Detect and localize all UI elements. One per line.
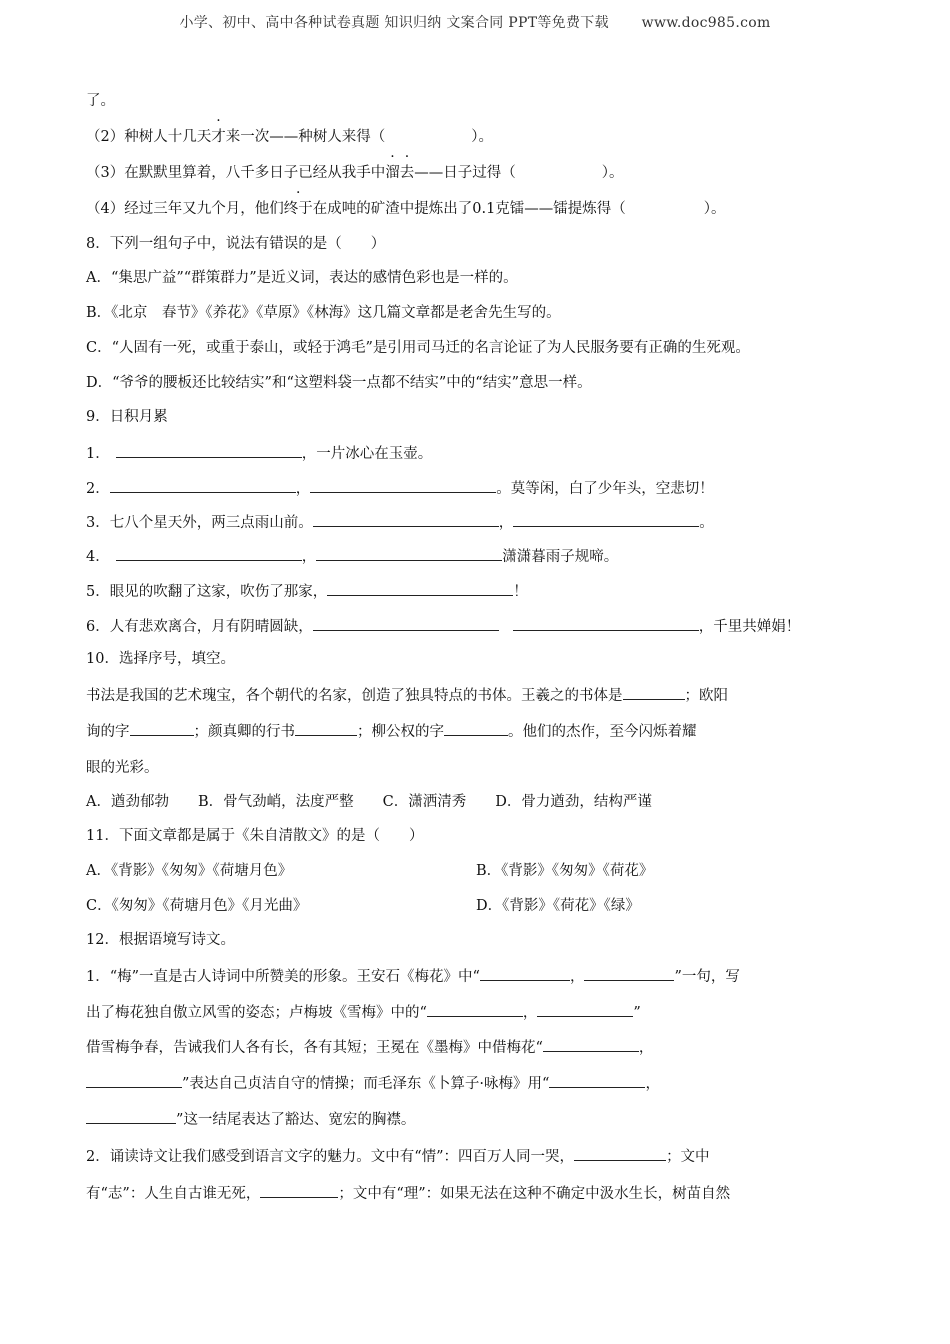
answer-blank[interactable] [513, 615, 699, 631]
answer-blank[interactable] [543, 1036, 639, 1052]
answer-blank[interactable] [86, 1108, 176, 1124]
answer-blank[interactable] [295, 720, 357, 736]
question-10-text-3: 眼的光彩。 [86, 760, 159, 776]
page-header [0, 12, 950, 32]
answer-blank[interactable] [574, 1145, 666, 1161]
question-12-1-line-2: 出了梅花独自傲立风雪的姿态；卢梅坡《雪梅》中的“ ， ” [86, 1001, 641, 1023]
option-8b: B．《北京 春节》《养花》《草原》《林海》这几篇文章都是老舍先生写的。 [86, 305, 561, 321]
answer-blank[interactable] [116, 545, 302, 561]
emphasis-dot: 去 [399, 165, 415, 181]
question-9-5: 5．眼见的吹翻了这家，吹伤了那家， ！ [86, 580, 528, 602]
answer-blank[interactable] [327, 580, 513, 596]
question-10-text-1: 书法是我国的艺术瑰宝，各个朝代的名家，创造了独具特点的书体。王羲之的书体是 ；欧阳 [86, 684, 728, 706]
answer-blank[interactable] [86, 1072, 182, 1088]
option-8c: C．“人固有一死，或重于泰山，或轻于鸿毛”是引用司马迁的名言论证了为人民服务要有正确的生死观。 [86, 340, 750, 356]
answer-blank[interactable] [110, 477, 296, 493]
question-12-2-line-2: 有“志”：人生自古谁无死， ；文中有“理”：如果无法在这种不确定中汲水生长，树苗自然 [86, 1182, 730, 1204]
option-11a: A．《背影》《匆匆》《荷塘月色》 [86, 863, 293, 879]
emphasis-dot: 溜 [385, 165, 400, 181]
text-line: 了。 [86, 93, 115, 109]
emphasis-dot: 终于 [283, 201, 313, 217]
answer-blank[interactable] [116, 442, 302, 458]
answer-blank[interactable] [623, 684, 685, 700]
option-11b: B．《背影》《匆匆》《荷花》 [476, 863, 654, 879]
question-9-2: 2． ， 。莫等闲，白了少年头，空悲切！ [86, 477, 714, 499]
answer-blank[interactable] [427, 1001, 523, 1017]
question-9: 9．日积月累 [86, 409, 168, 425]
option-8a: A．“集思广益”“群策群力”是近义词，表达的感情色彩也是一样的。 [86, 270, 518, 286]
question-10-options: A．遒劲郁勃 B．骨气劲峭，法度严整 C．潇洒清秀 D．骨力遒劲，结构严谨 [86, 794, 652, 810]
answer-blank[interactable] [480, 965, 570, 981]
emphasis-dot: 才 [211, 129, 226, 145]
answer-blank[interactable] [130, 720, 194, 736]
question-7-4: （4）经过三年又九个月，他们终于在成吨的矿渣中提炼出了0.1克镭——镭提炼得（ ）。 [86, 201, 726, 217]
question-9-1: 1． ，一片冰心在玉壶。 [86, 442, 432, 464]
question-8: 8．下列一组句子中，说法有错误的是（ ） [86, 236, 386, 252]
option-11c: C．《匆匆》《荷塘月色》《月光曲》 [86, 898, 308, 914]
question-10: 10．选择序号，填空。 [86, 651, 235, 667]
option-11d: D．《背影》《荷花》《绿》 [476, 898, 640, 914]
question-12-1-line-5: ”这一结尾表达了豁达、宽宏的胸襟。 [86, 1108, 415, 1130]
question-12-1-line-3: 借雪梅争春，告诫我们人各有长，各有其短；王冕在《墨梅》中借梅花“ ， [86, 1036, 653, 1058]
answer-blank[interactable] [513, 511, 699, 527]
question-7-2: （2）种树人十几天才来一次——种树人来得（ ）。 [86, 129, 493, 145]
option-8d: D．“爷爷的腰板还比较结实”和“这塑料袋一点都不结实”中的“结实”意思一样。 [86, 375, 592, 391]
answer-blank[interactable] [313, 511, 499, 527]
answer-blank[interactable] [313, 615, 499, 631]
question-12-1-line-1: 1．“梅”一直是古人诗词中所赞美的形象。王安石《梅花》中“ ， ”一句，写 [86, 965, 740, 987]
question-7-3: （3）在默默里算着，八千多日子已经从我手中溜去——日子过得（ ）。 [86, 165, 624, 181]
question-12-2-line-1: 2．诵读诗文让我们感受到语言文字的魅力。文中有“情”：四百万人同一哭， ；文中 [86, 1145, 710, 1167]
question-10-text-2: 询的字 ；颜真卿的行书 ；柳公权的字 。他们的杰作，至今闪烁着耀 [86, 720, 697, 742]
question-12: 12．根据语境写诗文。 [86, 932, 235, 948]
question-9-4: 4． ， 潇潇暮雨子规啼。 [86, 545, 618, 567]
question-9-6: 6．人有悲欢离合，月有阴晴圆缺， ，千里共婵娟！ [86, 615, 800, 637]
header-text: 小学、初中、高中各种试卷真题 知识归纳 文案合同 PPT等免费下载 [179, 15, 609, 31]
answer-blank[interactable] [444, 720, 508, 736]
answer-blank[interactable] [549, 1072, 645, 1088]
answer-blank[interactable] [537, 1001, 633, 1017]
answer-blank[interactable] [316, 545, 502, 561]
answer-blank[interactable] [310, 477, 496, 493]
header-site: www.doc985.com [641, 15, 771, 31]
question-9-3: 3．七八个星天外，两三点雨山前。 ， 。 [86, 511, 714, 533]
answer-blank[interactable] [584, 965, 674, 981]
question-12-1-line-4: ”表达自己贞洁自守的情操；而毛泽东《卜算子·咏梅》用“ ， [86, 1072, 660, 1094]
question-11: 11．下面文章都是属于《朱自清散文》的是（ ） [86, 828, 424, 844]
answer-blank[interactable] [260, 1182, 338, 1198]
